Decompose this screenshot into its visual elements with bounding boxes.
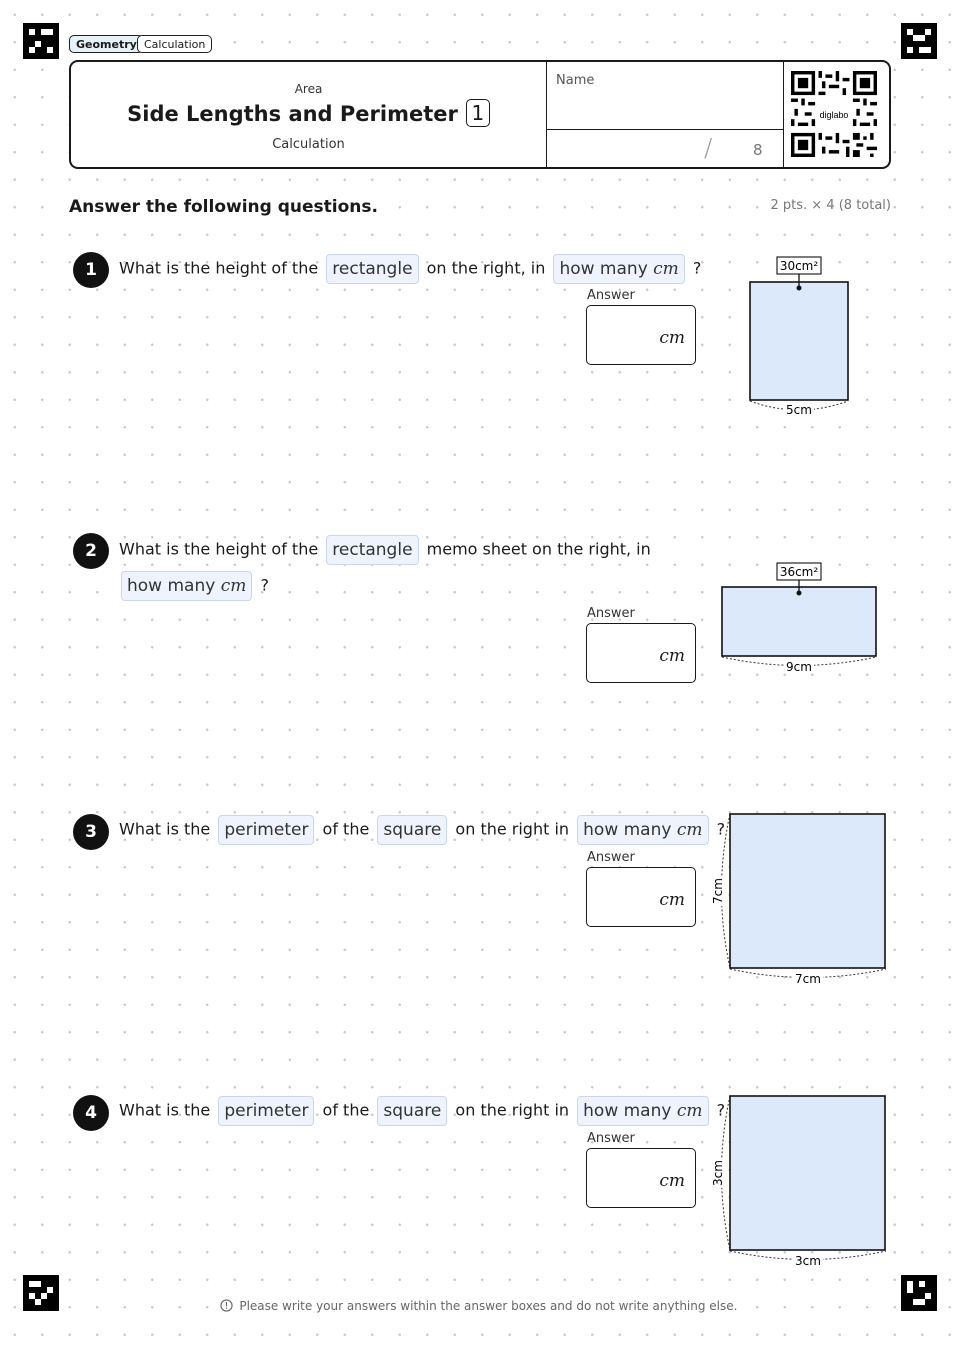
answer-box[interactable]: [586, 305, 696, 365]
answer-label: Answer: [587, 1131, 635, 1146]
question-text: What is the height of the: [119, 539, 319, 559]
score-total: 8: [753, 141, 763, 159]
figure-square: [705, 806, 895, 996]
question-number-badge: 2: [73, 533, 109, 569]
square-shape: [730, 814, 885, 968]
rectangle-shape: [722, 587, 876, 656]
name-label: Name: [556, 73, 595, 88]
name-score-area: [546, 62, 784, 167]
keyword-chip: [577, 1096, 708, 1126]
header-title-area: [71, 62, 546, 167]
chip-unit: cm: [653, 258, 679, 279]
info-icon: [220, 1299, 233, 1312]
bottom-length-label: 9cm: [786, 660, 812, 674]
chip-unit: cm: [220, 575, 247, 596]
question-number-badge: 3: [73, 814, 109, 850]
square-shape: [730, 1096, 885, 1250]
worksheet-header: [69, 60, 891, 169]
chip-text: how many: [583, 1100, 672, 1121]
qr-code-icon: [791, 71, 877, 157]
side-length-label: 7cm: [711, 878, 725, 904]
keyword-chip: [121, 571, 252, 601]
figure-memo-rectangle: [712, 560, 888, 680]
question-4-text: [119, 1095, 725, 1126]
chip-text: how many: [559, 258, 648, 279]
answer-box[interactable]: [586, 1148, 696, 1208]
bottom-length-label: 3cm: [795, 1254, 821, 1268]
answer-unit: cm: [659, 328, 685, 348]
area-label: 30cm²: [779, 259, 819, 273]
callout-dot: [797, 286, 802, 291]
question-text: on the right in: [455, 1100, 570, 1120]
keyword-chip: square: [377, 815, 447, 845]
qr-caption: diglabo: [819, 109, 849, 120]
question-3-text: [119, 814, 725, 845]
question-number-badge: 4: [73, 1095, 109, 1131]
tag-calculation: Calculation: [137, 35, 212, 53]
question-text: of the: [322, 1100, 370, 1120]
keyword-chip: rectangle: [326, 535, 418, 565]
question-mark: ?: [716, 1100, 726, 1120]
score-slash: /: [704, 133, 713, 162]
answer-unit: cm: [659, 890, 685, 910]
question-2-text: [119, 534, 651, 565]
header-category: Calculation: [272, 137, 345, 152]
points-info: 2 pts. × 4 (8 total): [770, 198, 891, 213]
question-1-text: [119, 253, 701, 284]
question-text: What is the height of the: [119, 258, 319, 278]
question-text: What is the: [119, 1100, 211, 1120]
answer-label: Answer: [587, 606, 635, 621]
rectangle-shape: [750, 282, 848, 400]
keyword-chip: perimeter: [218, 815, 314, 845]
worksheet-number-badge: 1: [466, 99, 490, 127]
header-divider: [547, 129, 783, 130]
footer-note: [0, 1299, 960, 1313]
instructions: Answer the following questions.: [69, 197, 382, 217]
chip-unit: cm: [676, 819, 703, 840]
figure-square: [705, 1088, 895, 1278]
question-number-badge: 1: [73, 252, 109, 288]
header-subtitle: Area: [294, 82, 323, 96]
page-title-text: Side Lengths and Perimeter: [127, 102, 458, 126]
keyword-chip: rectangle: [326, 254, 418, 284]
question-text: What is the: [119, 819, 211, 839]
question-mark: ?: [692, 258, 702, 278]
area-label: 36cm²: [779, 565, 819, 579]
side-length-label: 3cm: [711, 1160, 725, 1186]
question-2-text-line2: [119, 570, 269, 601]
chip-unit: cm: [676, 1100, 703, 1121]
question-text: on the right in: [455, 819, 570, 839]
question-text: of the: [322, 819, 370, 839]
answer-unit: cm: [659, 646, 685, 666]
callout-dot: [797, 591, 802, 596]
keyword-chip: square: [377, 1096, 447, 1126]
chip-text: how many: [127, 575, 216, 596]
footer-text: Please write your answers within the answer boxes and do not write anything else.: [236, 1299, 740, 1313]
question-text: on the right, in: [426, 258, 546, 278]
keyword-chip: [577, 815, 708, 845]
keyword-chip: [553, 254, 684, 284]
question-text: memo sheet on the right, in: [426, 539, 651, 559]
question-mark: ?: [260, 575, 269, 595]
bottom-length-label: 7cm: [795, 972, 821, 986]
question-mark: ?: [716, 819, 726, 839]
answer-label: Answer: [587, 850, 635, 865]
figure-rectangle: [740, 255, 860, 425]
page-title: [71, 99, 546, 127]
answer-box[interactable]: [586, 623, 696, 683]
bottom-length-label: 5cm: [786, 403, 812, 417]
tag-geometry: Geometry: [69, 35, 144, 53]
answer-box[interactable]: [586, 867, 696, 927]
answer-label: Answer: [587, 288, 635, 303]
keyword-chip: perimeter: [218, 1096, 314, 1126]
chip-text: how many: [583, 819, 672, 840]
answer-unit: cm: [659, 1171, 685, 1191]
corner-marker-top-right: [901, 23, 937, 59]
corner-marker-top-left: [23, 23, 59, 59]
